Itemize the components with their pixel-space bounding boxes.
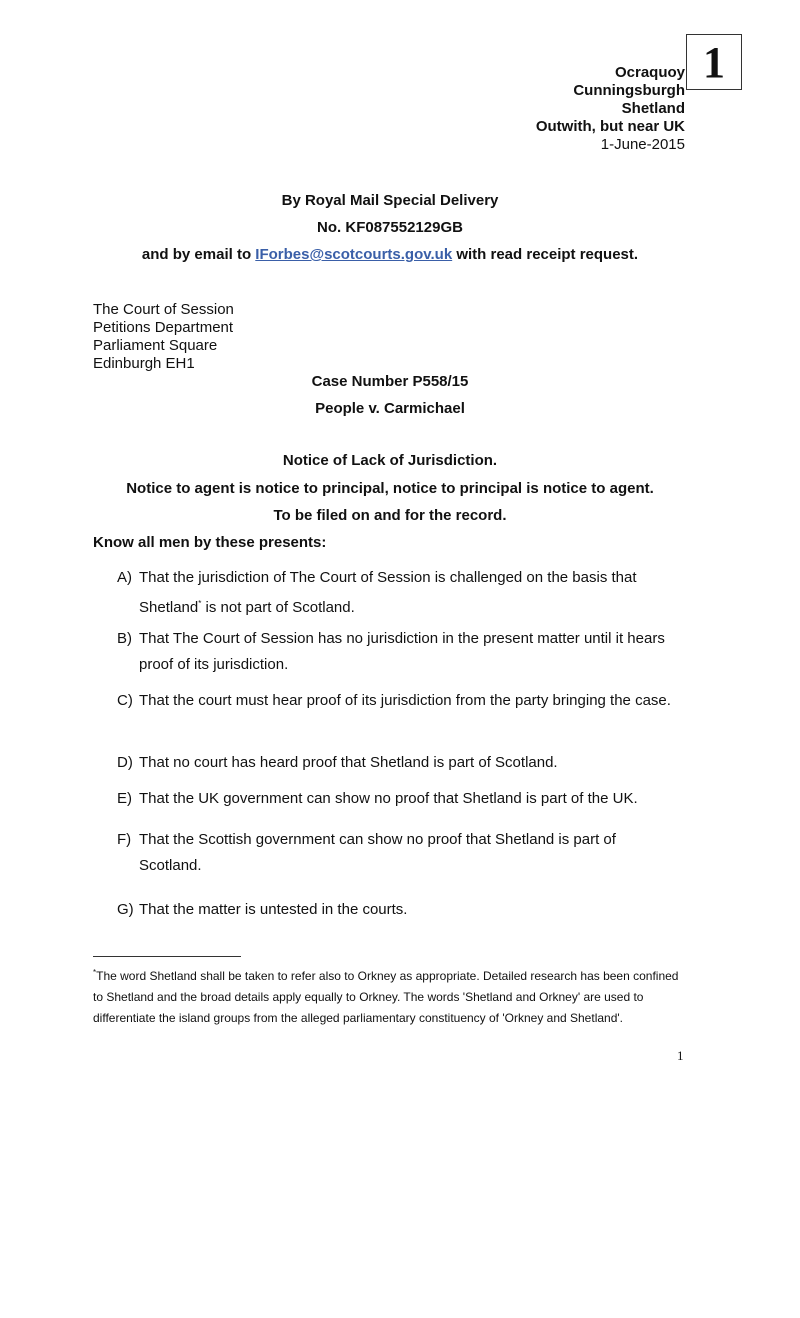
footnote-divider: [93, 956, 241, 957]
item-text: That the matter is untested in the courts.: [139, 901, 408, 918]
list-item: [117, 626, 677, 678]
recipient-line-2: Petitions Department: [93, 319, 234, 336]
item-label: F): [117, 831, 132, 848]
list-item: [117, 827, 677, 879]
item-label: E): [117, 790, 132, 807]
item-label: D): [117, 754, 133, 771]
recipient-line-3: Parliament Square: [93, 337, 218, 354]
footnote-marker: *: [198, 599, 202, 608]
page-number-box: 1: [686, 34, 742, 90]
email-delivery-line: [0, 246, 780, 263]
tracking-number: No. KF087552129GB: [317, 219, 463, 236]
sender-line-3: Shetland: [621, 100, 685, 117]
letter-date: 1-June-2015: [600, 136, 685, 153]
item-text: That the UK government can show no proof that Shetland is part of the UK.: [139, 790, 638, 807]
list-item: [117, 688, 677, 714]
notice-title: Notice of Lack of Jurisdiction.: [282, 452, 498, 469]
list-item: [117, 786, 677, 812]
item-text: That the Scottish government can show no proof that Shetland is part of Scotland.: [139, 831, 616, 874]
delivery-method: By Royal Mail Special Delivery: [281, 192, 499, 209]
case-title: People v. Carmichael: [315, 400, 465, 417]
list-item: [117, 565, 677, 621]
email-prefix: and by email to: [141, 246, 256, 263]
sender-line-4: Outwith, but near UK: [535, 118, 685, 135]
list-item: [117, 897, 677, 923]
item-text: That the court must hear proof of its jurisdiction from the party bringing the case.: [139, 692, 671, 709]
sender-line-1: Ocraquoy: [614, 64, 685, 81]
recipient-address: [93, 301, 234, 373]
sender-line-2: Cunningsburgh: [573, 82, 685, 99]
footnote-text: The word Shetland shall be taken to refer also to Orkney as appropriate. Detailed research has been confined to Shetland and the broad details apply equally to Orkney. The words 'Shetland and Orkney' are used to differentiate the island groups from the alleged parliamentary constituency of 'Orkney and Shetland'.: [93, 969, 679, 1025]
list-item: [117, 750, 677, 776]
footnote: [93, 962, 687, 1029]
notice-agent-line: Notice to agent is notice to principal, notice to principal is notice to agent.: [126, 480, 654, 497]
item-text-b: is not part of Scotland.: [201, 599, 355, 616]
email-link[interactable]: IForbes@scotcourts.gov.uk: [255, 246, 453, 263]
item-text: That no court has heard proof that Shetland is part of Scotland.: [139, 754, 558, 771]
footer-page-number: 1: [677, 1048, 684, 1063]
recipient-line-4: Edinburgh EH1: [93, 355, 195, 372]
item-label: A): [117, 569, 132, 586]
footnote-mark: *: [93, 968, 97, 977]
know-all-heading: Know all men by these presents:: [93, 534, 327, 551]
item-label: C): [117, 692, 133, 709]
case-number: Case Number P558/15: [311, 373, 469, 390]
item-label: B): [117, 630, 132, 647]
item-text: That The Court of Session has no jurisdiction in the present matter until it hears proof of its jurisdiction.: [139, 630, 665, 673]
sender-address: [536, 64, 685, 154]
email-suffix: with read receipt request.: [452, 246, 639, 263]
notice-record-line: To be filed on and for the record.: [273, 507, 507, 524]
item-text-a: That the jurisdiction of The Court of Session is challenged on the basis that Shetland: [139, 569, 637, 616]
recipient-line-1: The Court of Session: [93, 301, 234, 318]
item-text: [139, 565, 677, 621]
item-label: G): [117, 901, 134, 918]
